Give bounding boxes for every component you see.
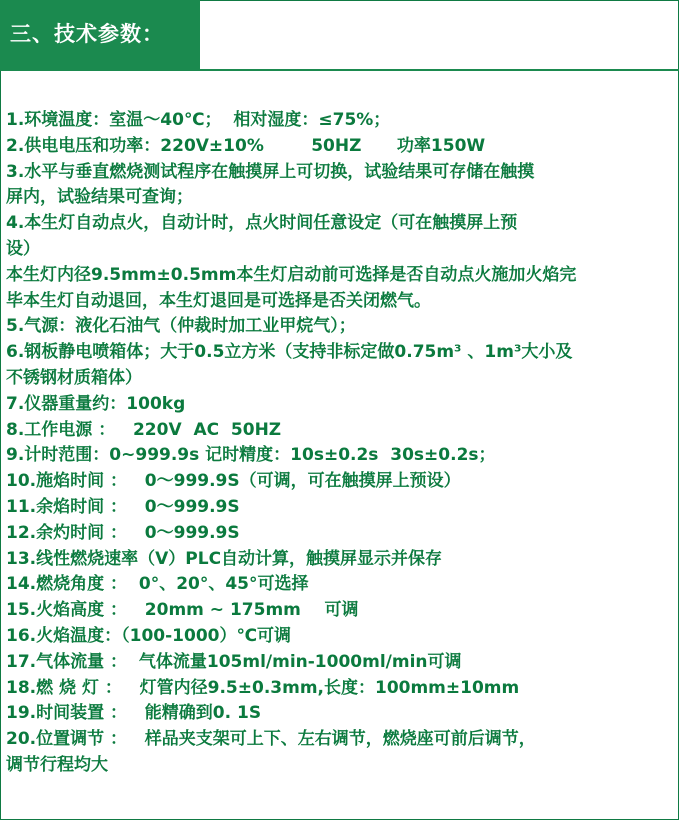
spec-line: 4.本生灯自动点火，自动计时，点火时间任意设定（可在触摸屏上预 (6, 213, 518, 234)
spec-line: 13.线性燃烧速率（V）PLC自动计算，触摸屏显示并保存 (6, 548, 443, 569)
spec-line: 毕本生灯自动退回，本生灯退回是可选择是否关闭燃气。 (6, 290, 431, 311)
spec-line: 17.气体流量 ： 气体流量105ml/min-1000ml/min可调 (6, 651, 462, 672)
spec-line: 10.施焰时间 ： 0～999.9S（可调，可在触摸屏上预设） (6, 471, 461, 492)
spec-line: 19.时间装置 ： 能精确到0. 1S (6, 703, 262, 724)
spec-line: 9.计时范围：0~999.9s 记时精度：10s±0.2s 30s±0.2s； (6, 445, 496, 466)
spec-line: 本生灯内径9.5mm±0.5mm本生灯启动前可选择是否自动点火施加火焰完 (6, 264, 577, 285)
spec-line: 1.环境温度：室温～40℃； 相对湿度：≤75%； (6, 110, 391, 130)
spec-line: 5.气源：液化石油气（仲裁时加工业甲烷气）； (6, 316, 356, 337)
spec-line: 7.仪器重量约：100kg (6, 393, 186, 414)
spec-line: 12.余灼时间 ： 0～999.9S (6, 522, 240, 543)
spec-line: 2.供电电压和功率：220V±10% 50HZ 功率150W (6, 135, 486, 156)
spec-line: 11.余焰时间 ： 0～999.9S (6, 496, 240, 517)
spec-line: 8.工作电源 ： 220V AC 50HZ (6, 419, 282, 440)
spec-line: 14.燃烧角度 ： 0°、20°、45°可选择 (6, 574, 309, 595)
header-divider (0, 69, 679, 71)
spec-line: 不锈钢材质箱体） (6, 367, 142, 388)
spec-line: 15.火焰高度 ： 20mm ~ 175mm 可调 (6, 600, 359, 621)
spec-line: 设） (6, 238, 40, 259)
header-blank-area (199, 0, 677, 69)
spec-line: 6.钢板静电喷箱体；大于0.5立方米（支持非标定做0.75m³ 、1m³大小及 (6, 342, 573, 363)
section-title: 三、技术参数： (0, 0, 199, 69)
spec-line: 调节行程均大 (6, 754, 108, 775)
spec-line: 18.燃 烧 灯 ： 灯管内径9.5±0.3mm,长度：100mm±10mm (6, 677, 520, 698)
spec-line: 16.火焰温度：（100-1000）℃可调 (6, 625, 292, 646)
spec-line: 20.位置调节 ： 样品夹支架可上下、左右调节，燃烧座可前后调节， (6, 729, 536, 750)
spec-line: 屏内，试验结果可查询； (6, 187, 193, 208)
spec-list (6, 108, 674, 779)
spec-line: 3.水平与垂直燃烧测试程序在触摸屏上可切换，试验结果可存储在触摸 (6, 161, 535, 182)
